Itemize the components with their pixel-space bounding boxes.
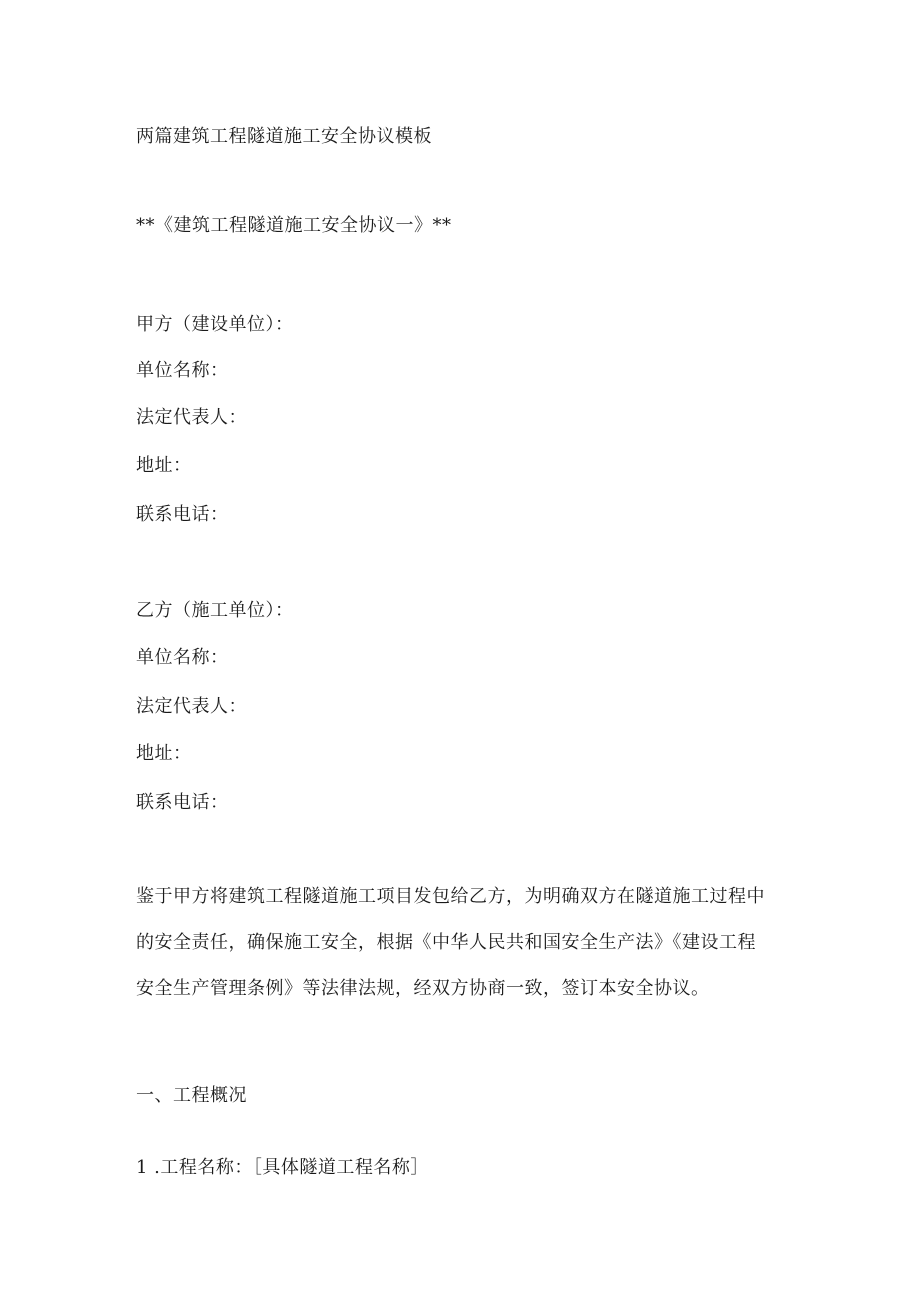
preamble-line-3: 安全生产管理条例》等法律法规，经双方协商一致，签订本安全协议。 [136, 978, 710, 999]
party-b-name-label: 单位名称： [136, 647, 229, 668]
party-b-heading: 乙方（施工单位）： [136, 600, 294, 621]
party-b-phone-label: 联系电话： [136, 792, 229, 813]
party-b-rep-label: 法定代表人： [136, 696, 247, 717]
document-title: 两篇建筑工程隧道施工安全协议模板 [136, 126, 432, 147]
party-a-name-label: 单位名称： [136, 360, 229, 381]
agreement-heading: **《建筑工程隧道施工安全协议一》** [136, 215, 452, 236]
section-1-item-1: 1 .工程名称：［具体隧道工程名称］ [136, 1157, 429, 1178]
preamble-line-2: 的安全责任，确保施工安全，根据《中华人民共和国安全生产法》《建设工程 [136, 932, 756, 953]
party-a-phone-label: 联系电话： [136, 504, 229, 525]
party-a-rep-label: 法定代表人： [136, 407, 247, 428]
party-b-address-label: 地址： [136, 743, 192, 764]
preamble-paragraph [136, 874, 776, 1012]
party-a-heading: 甲方（建设单位）： [136, 314, 294, 335]
preamble-line-1: 鉴于甲方将建筑工程隧道施工项目发包给乙方，为明确双方在隧道施工过程中 [136, 886, 765, 907]
section-1-title: 一、工程概况 [136, 1085, 247, 1106]
party-a-address-label: 地址： [136, 455, 192, 476]
